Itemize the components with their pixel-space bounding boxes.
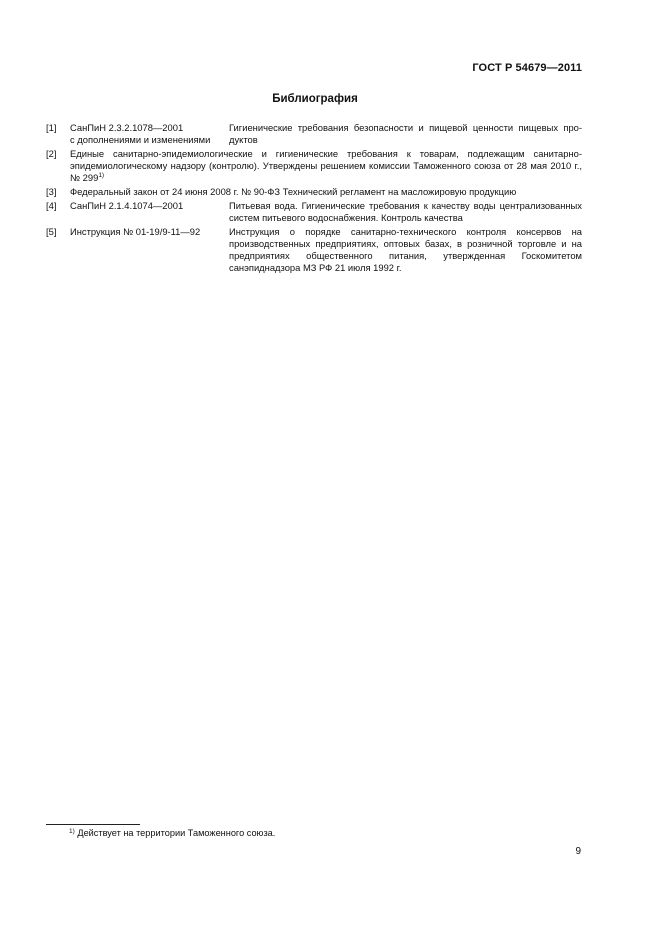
entry-number: [5]: [46, 225, 57, 237]
entry-description: Питьевая вода. Гигиенические требования к качеству воды централизованных систем питьевого водоснабжения. Контроль качества: [229, 199, 582, 223]
entry-source: Инструкция № 01-19/9-11—92: [70, 225, 201, 237]
bibliography-entry-3: [46, 186, 582, 198]
footnote-marker: 1): [98, 172, 105, 180]
footnote-marker: 1): [69, 828, 75, 835]
bibliography-entry-5: [46, 226, 582, 275]
document-code: ГОСТ Р 54679—2011: [472, 62, 582, 74]
footnote: [69, 828, 275, 838]
entry-source-line: с дополнениями и изменениями: [70, 134, 211, 146]
entry-source-line: СанПиН 2.3.2.1078—2001: [70, 122, 184, 133]
footnote-text: Действует на территории Таможенного союза.: [77, 828, 276, 838]
entry-description-line: Гигиенические требования безопасности и пищевой ценности пищевых про-: [229, 122, 582, 133]
entry-description-line: дуктов: [229, 134, 258, 146]
bibliography-entry-2: [46, 148, 582, 185]
entry-text-body: Единые санитарно-эпидемиологические и гигиенические требования к товарам, подлежащим санитарно-эпидемиологическому надзору (контролю). Утверждены решением комиссии Таможенного союза от 28 мая 2010 г., № 299: [70, 147, 582, 184]
entry-number: [1]: [46, 122, 57, 133]
entry-text: [46, 148, 582, 185]
entry-number: [3]: [46, 186, 57, 198]
page-number: 9: [575, 846, 581, 857]
entry-source: СанПиН 2.1.4.1074—2001: [70, 199, 184, 211]
entry-number: [2]: [46, 147, 57, 159]
entry-description: Инструкция о порядке санитарно-технического контроля консервов на производственных предприятиях, оптовых базах, в розничной торговле и на предприятиях общественного питания, утвержденная Госкомитетом санэпиднадзора МЗ РФ 21 июля 1992 г.: [229, 225, 582, 274]
bibliography-entry-1: [46, 122, 582, 146]
bibliography-list: [46, 122, 582, 276]
footnote-divider: [46, 824, 140, 825]
entry-source: [70, 122, 229, 146]
section-title: Библиография: [272, 93, 358, 105]
entry-number: [4]: [46, 199, 57, 211]
entry-description: [229, 122, 582, 146]
bibliography-entry-4: [46, 200, 582, 224]
entry-text: Федеральный закон от 24 июня 2008 г. № 90-ФЗ Технический регламент на масложировую продукцию: [70, 186, 517, 198]
